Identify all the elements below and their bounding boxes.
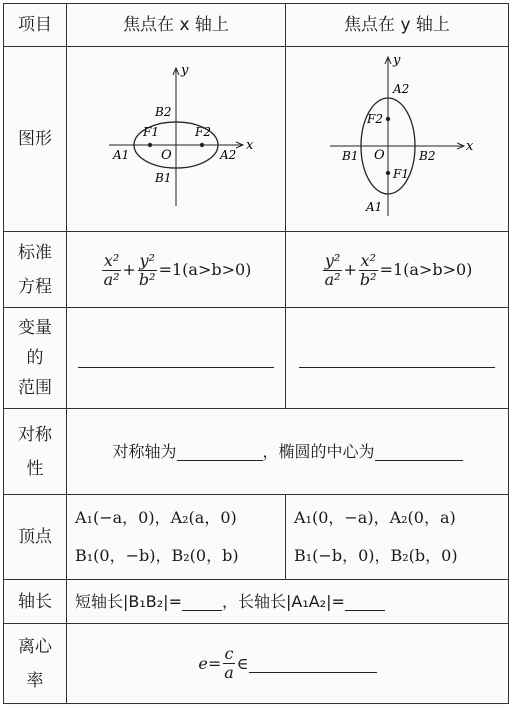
x-range-blank[interactable] (78, 349, 274, 368)
header-y-focus: 焦点在 y 轴上 (286, 4, 509, 47)
symmetry-center-text: ，椭圆的中心为 (262, 441, 375, 461)
y-axis-label: y (181, 63, 189, 79)
header-x-focus: 焦点在 x 轴上 (67, 4, 286, 47)
x-focus-vertices (67, 495, 286, 580)
axis-length-label: 轴长 (4, 580, 67, 624)
ellipse-property-table (3, 3, 509, 706)
x-axis-label: x (466, 139, 474, 155)
y-focus-vertices-b: B₁(−b，0)，B₂(b，0) (294, 546, 458, 565)
y-axis-label: y (393, 53, 401, 69)
eccentricity-fraction: $\frac{c}{a}$ (224, 644, 234, 682)
focus-f1-point (148, 143, 152, 147)
major-axis-blank[interactable] (345, 592, 385, 611)
origin-label: O (374, 148, 385, 164)
focus-f1-label: F1 (143, 125, 159, 140)
origin-label: O (161, 148, 172, 164)
focus-f2-point (200, 143, 204, 147)
focus-f1-label: F1 (393, 167, 409, 182)
eccentricity-lhs: e= (198, 653, 222, 673)
minor-axis-blank[interactable] (182, 592, 222, 611)
y-focus-vertices-a: A₁(0，−a)，A₂(0，a) (294, 508, 456, 527)
symmetry-row (4, 409, 509, 495)
equation-row (4, 232, 509, 308)
y-focus-vertices (286, 495, 509, 580)
focus-f2-point (386, 117, 390, 121)
eccentricity-blank[interactable] (249, 654, 377, 673)
header-row (4, 4, 509, 47)
vertex-b2-label: B2 (419, 149, 436, 164)
element-of-symbol: ∈ (236, 653, 249, 673)
graph-label: 图形 (4, 47, 67, 232)
vertex-row (4, 495, 509, 580)
focus-f1-point (386, 171, 390, 175)
vertex-b1-label: B1 (342, 149, 359, 164)
vertex-a2-label: A2 (220, 148, 237, 163)
focus-f2-label: F2 (367, 112, 383, 127)
y-focus-ellipse-figure (322, 51, 472, 221)
header-item: 项目 (4, 4, 67, 47)
equation-label: 标准 方程 (4, 232, 67, 308)
symmetry-axis-blank[interactable] (177, 442, 263, 461)
symmetry-label: 对称 性 (4, 409, 67, 495)
axis-length-cell (67, 580, 509, 624)
vertex-a1-label: A1 (113, 148, 130, 163)
symmetry-center-blank[interactable] (375, 442, 463, 461)
graph-row (4, 47, 509, 232)
vertex-label: 顶点 (4, 495, 67, 580)
symmetry-axis-text: 对称轴为 (112, 441, 177, 461)
major-axis-text: ，长轴长|A₁A₂|= (221, 591, 345, 611)
x-focus-vertices-b: B₁(0，−b)，B₂(0，b) (75, 546, 239, 565)
range-row (4, 308, 509, 409)
focus-f2-label: F2 (195, 125, 211, 140)
vertex-b1-label: B1 (155, 171, 172, 186)
x-axis-label: x (246, 138, 254, 154)
y-focus-range-cell (286, 308, 509, 409)
vertex-a2-label: A2 (393, 82, 410, 97)
range-label: 变量 的 范围 (4, 308, 67, 409)
x-focus-range-cell (67, 308, 286, 409)
vertex-a1-label: A1 (366, 200, 383, 215)
x-focus-ellipse-figure (101, 56, 254, 216)
y-range-blank[interactable] (299, 349, 495, 368)
eccentricity-row (4, 624, 509, 704)
y-focus-figure-cell (286, 47, 509, 232)
property-table (3, 3, 509, 704)
vertex-b2-label: B2 (155, 105, 172, 120)
y-focus-equation: $\frac{\text{y²}}{\text{a²}}$ + $\frac{\text{x²}}{\text{b²}}$ =1(a>b>0) (286, 232, 509, 308)
minor-axis-text: 短轴长|B₁B₂|= (75, 591, 182, 611)
eccentricity-cell (67, 624, 509, 704)
axis-length-row (4, 580, 509, 624)
symmetry-cell (67, 409, 509, 495)
x-focus-vertices-a: A₁(−a，0)，A₂(a，0) (75, 508, 237, 527)
x-focus-equation: $\frac{\text{x²}}{\text{a²}}$ + $\frac{\text{y²}}{\text{b²}}$ =1(a>b>0) (67, 232, 286, 308)
x-focus-figure-cell (67, 47, 286, 232)
eccentricity-label: 离心 率 (4, 624, 67, 704)
